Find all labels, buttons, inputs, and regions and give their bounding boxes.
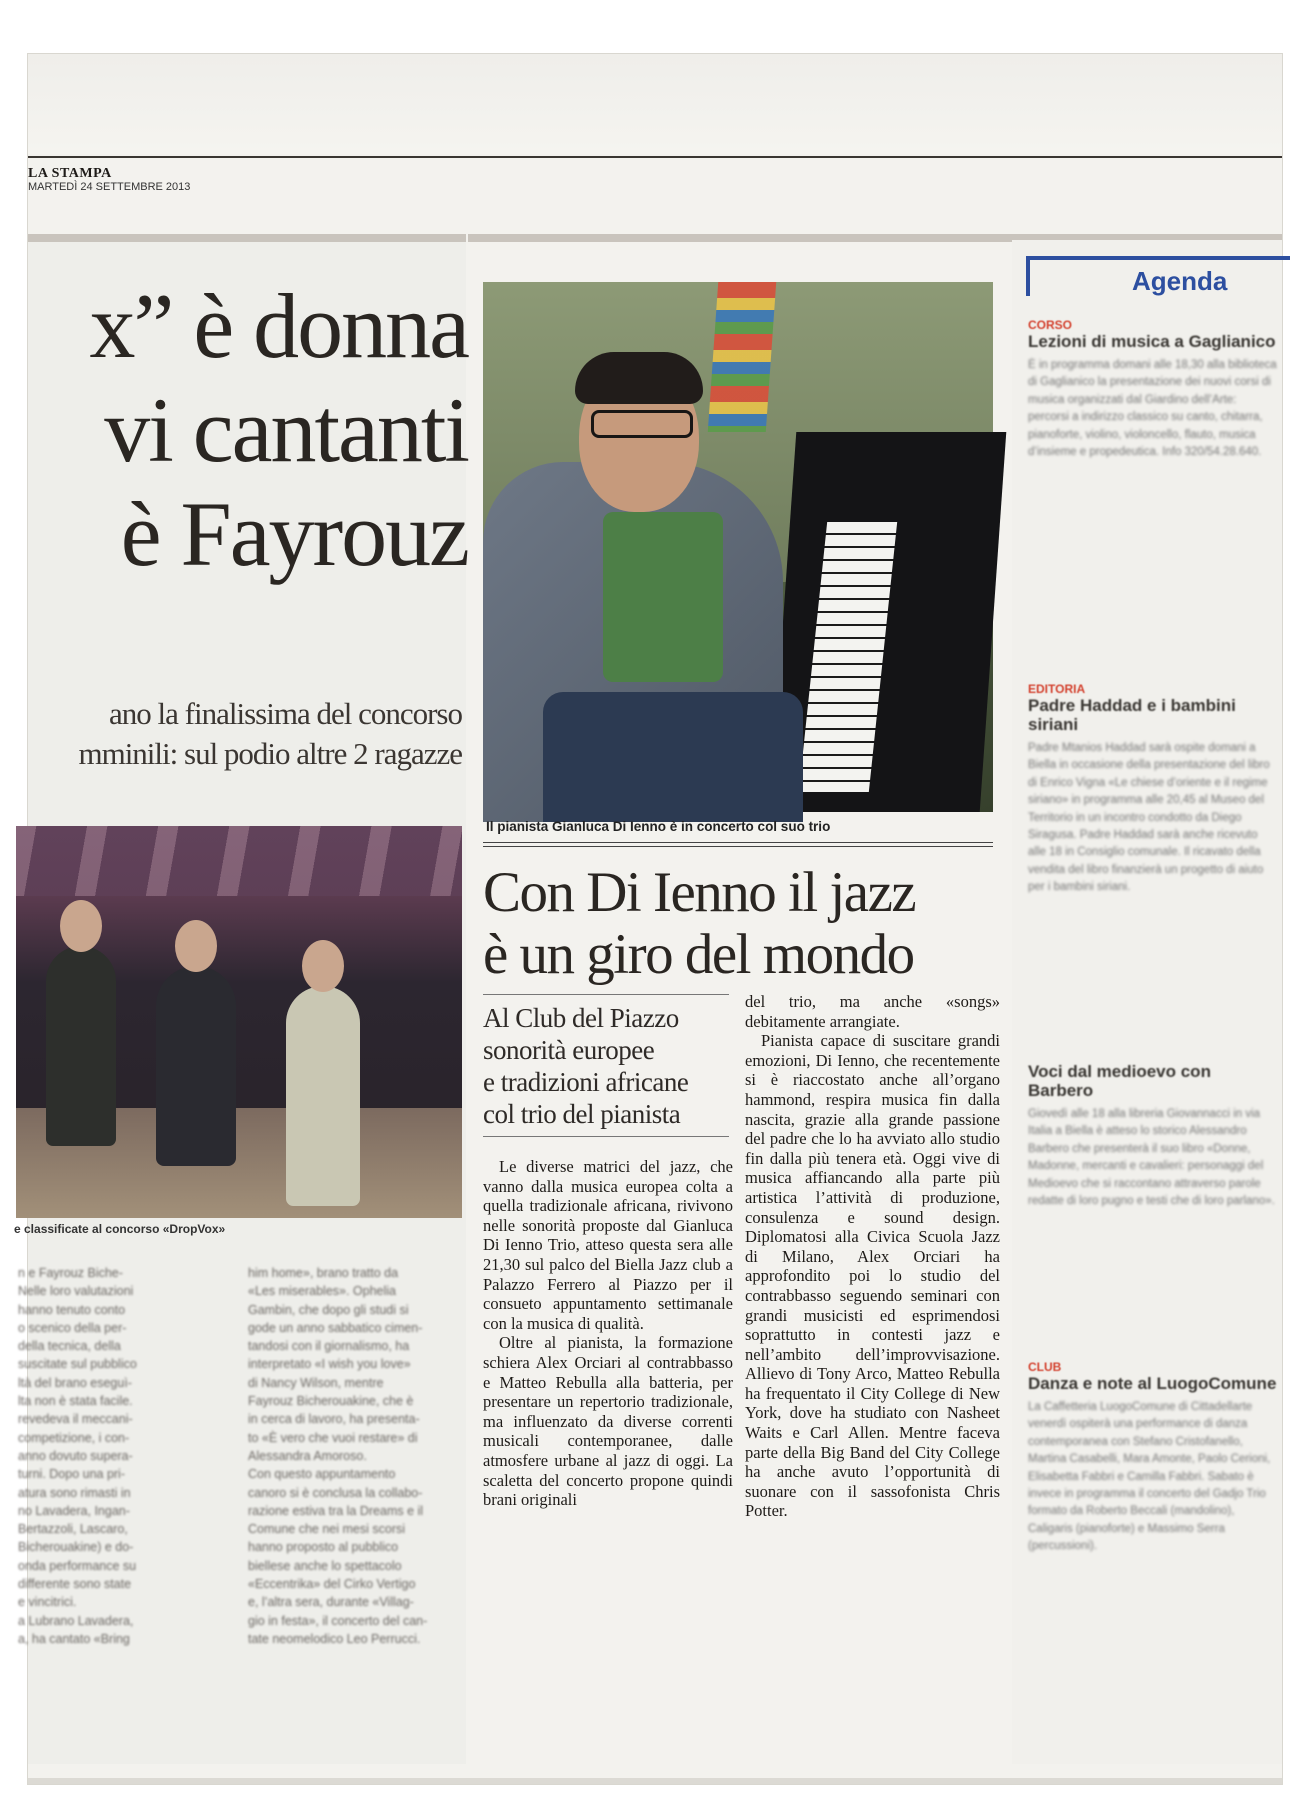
left-body-line: «Eccentrika» del Cirko Vertigo — [248, 1577, 416, 1592]
left-body-line: in cerca di lavoro, ha presenta- — [248, 1412, 420, 1427]
singers-photo — [16, 826, 462, 1218]
left-headline-line: vi cantanti — [104, 379, 468, 481]
main-subhead-line: col trio del pianista — [483, 1099, 681, 1129]
pianist-shirt — [603, 512, 723, 682]
left-body-line: gode un anno sabbatico cimen- — [248, 1320, 423, 1335]
agenda-item-title: Voci dal medioevo con Barbero — [1028, 1062, 1211, 1100]
top-rule — [28, 156, 1282, 158]
left-subhead-line: mminili: sul podio altre 2 ragazze — [78, 736, 462, 771]
left-body-line: no Lavadera, Ingan- — [18, 1503, 130, 1518]
left-body-line: e, l’altra sera, durante «Villag- — [248, 1595, 414, 1610]
left-body-column — [18, 1264, 228, 1648]
body-paragraph: del trio, ma anche «songs» debitamente arrangiate. — [745, 992, 1000, 1031]
left-body-line: Nelle loro valutazioni — [18, 1284, 134, 1299]
left-body-line: Gambin, che dopo gli studi si — [248, 1302, 409, 1317]
main-headline-line: è un giro del mondo — [483, 923, 914, 986]
left-body-line: turni. Dopo una pri- — [18, 1467, 126, 1482]
pianist-jeans — [543, 692, 803, 822]
left-body-line: biellese anche lo spettacolo — [248, 1558, 402, 1573]
singer-figure — [156, 966, 236, 1166]
singer-figure — [286, 986, 360, 1206]
left-subhead — [22, 694, 462, 774]
left-body-line: «Les miserables». Ophelia — [248, 1284, 396, 1299]
left-body-line: o scenico della per- — [18, 1320, 127, 1335]
main-body-column-1 — [483, 1157, 733, 1510]
main-headline — [483, 862, 1003, 986]
headline-rule — [483, 842, 993, 847]
page-bottom-edge — [28, 1778, 1282, 1784]
left-body-line: Comune che nei mesi scorsi — [248, 1522, 406, 1537]
agenda-kicker: CORSO — [1028, 318, 1073, 332]
left-subhead-line: ano la finalissima del concorso — [109, 696, 462, 731]
subhead-rule-bottom — [483, 1136, 729, 1137]
left-body-line: revedeva il meccani- — [18, 1412, 133, 1427]
main-photo-caption: Il pianista Gianluca Di Ienno è in concerto col suo trio — [486, 819, 831, 834]
pianist-glasses — [591, 410, 693, 438]
agenda-item-body: La Caffetteria LuogoComune di Cittadellarte venerdì ospiterà una performance di danza contemporanea con Stefano Cristofanello, Martina Casabelli, Mara Amonte, Paolo Cerioni, Elisabetta Fabbri e Camilla Fabbri. Sabato è invece in programma il concerto del Gadjo Trio formato da Roberto Beccali (mandolino), Caligaris (pianoforte) e Massimo Serra (percussioni). — [1028, 1401, 1271, 1553]
left-body-line: onda performance su — [18, 1558, 137, 1573]
masthead: LA STAMPA — [28, 166, 112, 181]
singer-figure — [46, 946, 116, 1146]
left-body-line: competizione, i con- — [18, 1430, 130, 1445]
left-body-line: a, ha cantato «Bring — [18, 1631, 130, 1646]
left-article — [14, 234, 468, 1764]
left-body-line: della tecnica, della — [18, 1339, 121, 1354]
left-body-line: to «È vero che vuoi restare» di — [248, 1430, 418, 1445]
main-subhead-line: Al Club del Piazzo — [483, 1003, 679, 1033]
left-body-line: interpretato «I wish you love» — [248, 1357, 411, 1372]
agenda-item — [1028, 318, 1278, 461]
left-body-line: Fayrouz Bicherouakine, che è — [248, 1394, 414, 1409]
left-body-line: e vincitrici. — [18, 1595, 77, 1610]
left-body-line: di Nancy Wilson, mentre — [248, 1375, 384, 1390]
left-body-line: razione estiva tra la Dreams e il — [248, 1503, 424, 1518]
masthead-date: MARTEDÌ 24 SETTEMBRE 2013 — [28, 181, 191, 193]
page-fold — [28, 54, 1282, 154]
left-headline-line: x” è donna — [89, 275, 468, 377]
pianist-photo — [483, 282, 993, 812]
left-headline-line: è Fayrouz — [120, 483, 468, 585]
left-body-line: Alessandra Amoroso. — [248, 1448, 367, 1463]
body-paragraph: Oltre al pianista, la formazione schiera Alex Orciari al contrabbasso e Matteo Rebulla alla batteria, per presentare un repertorio tradizionale, ma influenzato da diverse correnti musicali contemporanee, dalle atmosfere urbane al jazz di oggi. La scaletta del concerto propone quindi brani originali — [483, 1333, 733, 1510]
colorful-fabric — [708, 282, 776, 432]
subhead-rule — [483, 994, 729, 995]
left-body-line: tandosi con il giornalismo, ha — [248, 1339, 410, 1354]
agenda-top-bar — [1012, 234, 1282, 240]
agenda-item-title: Padre Haddad e i bambini siriani — [1028, 696, 1236, 734]
left-body-line: hanno tenuto conto — [18, 1302, 126, 1317]
left-body-line: lta non è stata facile. — [18, 1394, 133, 1409]
agenda-item — [1028, 682, 1278, 897]
main-headline-line: Con Di Ienno il jazz — [483, 861, 916, 924]
agenda-item — [1028, 1062, 1278, 1210]
body-paragraph: Le diverse matrici del jazz, che vanno dalla musica europea colta a quella tradizionale africana, rivivono nelle sonorità proposte dal Gianluca Di Ienno Trio, atteso questa sera alle 21,30 sul palco del Biella Jazz club a Palazzo Ferrero al Piazzo per il consueto appuntamento settimanale con la musica di qualità. — [483, 1157, 733, 1333]
left-body-line: differente sono state — [18, 1577, 132, 1592]
main-subhead-line: sonorità europee — [483, 1035, 655, 1065]
body-paragraph: Pianista capace di suscitare grandi emozioni, Di Ienno, che recentemente si è riaccostato anche all’organo hammond, respira musica fin dalla nascita, grazie alla grande passione del padre che lo ha avviato allo studio fin dalla più tenera età. Oggi vive di musica affiancando alla parte più artistica l’attività di produzione, consulenza e sound design. Diplomatosi alla Civica Scuola Jazz di Milano, Alex Orciari ha approfondito poi lo studio del contrabbasso seguendo seminari con grandi musicisti ed esprimendosi soprattutto in contesti jazz e nell’ambito dell’improvvisazione. Allievo di Tony Arco, Matteo Rebulla ha frequentato il City College di New York, dove ha studiato con Nasheet Waits e Carl Allen. Mentre faceva parte della Big Band del City College ha anche avuto l’opportunità di suonare con il sassofonista Chris Potter. — [745, 1031, 1000, 1521]
left-body-line: gio in festa», il concerto del can- — [248, 1613, 428, 1628]
left-top-bar — [28, 234, 466, 242]
agenda-kicker: EDITORIA — [1028, 682, 1086, 696]
left-body-line: Con questo appuntamento — [248, 1467, 396, 1482]
agenda-item-body: È in programma domani alle 18,30 alla biblioteca di Gaglianico la presentazione dei nuovi corsi di musica organizzati dal Giardino dell’Arte: percorsi a indirizzo classico su canto, chitarra, pianoforte, violino, violoncello, flauto, musica d’insieme e propedeutica. Info 320/54.28.640. — [1028, 359, 1277, 459]
main-subhead-line: e tradizioni africane — [483, 1067, 689, 1097]
left-body-line: ltà del brano eseguì- — [18, 1375, 132, 1390]
left-headline — [28, 274, 468, 586]
stage-truss — [16, 826, 462, 896]
agenda-item-title: Lezioni di musica a Gaglianico — [1028, 332, 1276, 351]
pianist-hair — [575, 352, 703, 404]
main-subhead — [483, 1002, 733, 1130]
left-body-line: suscitate sul pubblico — [18, 1357, 137, 1372]
agenda-title: Agenda — [1132, 266, 1228, 296]
left-body-line: a Lubrano Lavadera, — [18, 1613, 134, 1628]
left-body-line: Bicherouakine) e do- — [18, 1540, 134, 1555]
left-photo-caption: e classificate al concorso «DropVox» — [14, 1222, 226, 1236]
agenda-item-body: Giovedì alle 18 alla libreria Giovannacci in via Italia a Biella è atteso lo storico Alessandro Barbero che presenterà il suo libro «Donne, Madonne, mercanti e cavalieri: personaggi del Medioevo che si raccontano attraverso parole redatte di loro pugno e testi che di loro parlano». — [1028, 1108, 1275, 1208]
left-body-line: Bertazzoli, Lascaro, — [18, 1522, 128, 1537]
agenda-kicker: CLUB — [1028, 1360, 1062, 1374]
center-top-bar — [468, 234, 1012, 242]
agenda-item-title: Danza e note al LuogoComune — [1028, 1374, 1277, 1393]
newspaper-page — [14, 54, 1282, 1784]
left-body-line: hanno proposto al pubblico — [248, 1540, 399, 1555]
left-body-line: him home», brano tratto da — [248, 1266, 399, 1280]
left-body-line: atura sono rimasti in — [18, 1485, 131, 1500]
left-body-line: n e Fayrouz Biche- — [18, 1266, 123, 1280]
left-body-line: anno dovuto supera- — [18, 1448, 133, 1463]
main-body-column-2 — [745, 992, 1000, 1521]
left-body-line: tate neomelodico Leo Perrucci. — [248, 1631, 421, 1646]
agenda-item — [1028, 1360, 1278, 1556]
left-body-line: canoro si è conclusa la collabo- — [248, 1485, 423, 1500]
agenda-item-body: Padre Mtanios Haddad sarà ospite domani a Biella in occasione della presentazione del libro di Enrico Vigna «Le chiese d’oriente e il regime siriano» in programma alle 20,45 al Museo del Territorio in un incontro condotto da Diego Siragusa. Padre Haddad sarà anche ricevuto alle 18 in Consiglio comunale. Il ricavato della vendita del libro finanzierà un progetto di aiuto per i bambini siriani. — [1028, 742, 1270, 894]
left-body-column — [248, 1264, 458, 1648]
agenda-column — [1012, 234, 1282, 1764]
